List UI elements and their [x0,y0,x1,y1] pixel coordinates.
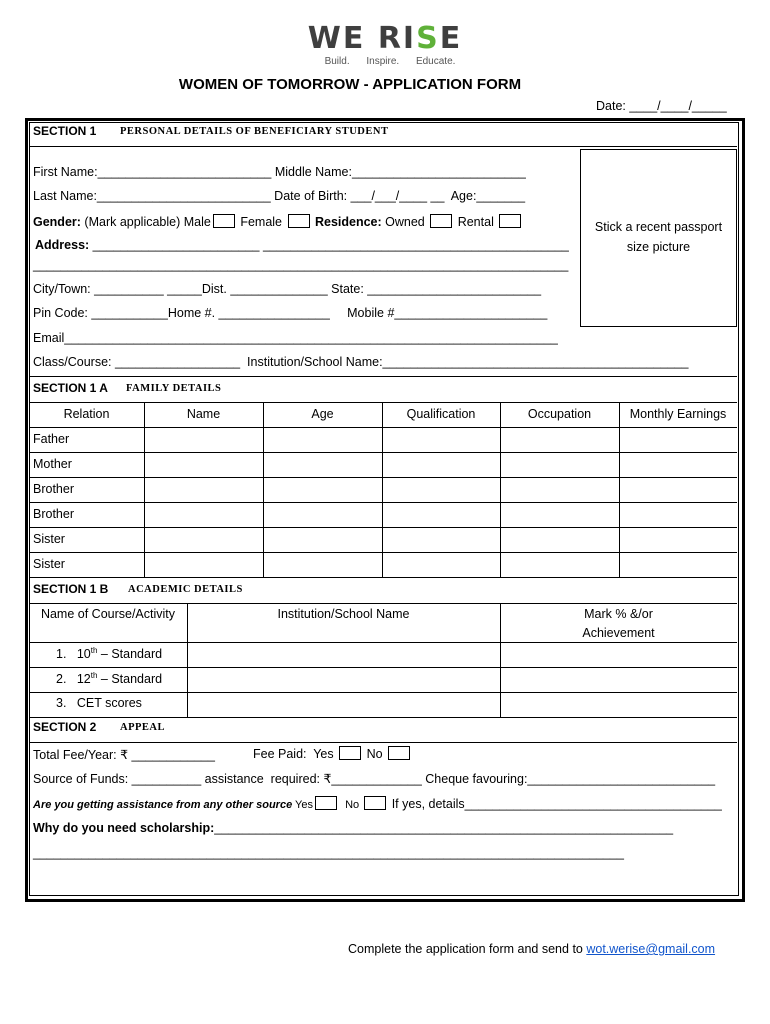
header-course: Name of Course/Activity [40,607,176,621]
grid-line [29,552,737,553]
gender-residence-fields: Gender: (Mark applicable) Male Female Residence: Owned Rental [33,214,523,229]
logo-wordmark: WE RISE [307,21,463,56]
fee-paid-no-checkbox[interactable] [388,746,410,760]
address-line-2[interactable]: _____________________________________________________________________________ [33,258,569,272]
header-monthly-earnings: Monthly Earnings [629,407,727,421]
male-checkbox[interactable] [213,214,235,228]
address-field[interactable]: Address: ________________________ ____________________________________________ [35,238,569,252]
divider [29,376,737,377]
why-scholarship-line-2[interactable]: _____________________________________________________________________________________ [33,846,624,860]
fee-paid-yes-checkbox[interactable] [339,746,361,760]
footer-note: Complete the application form and send to wot.werise@gmail.com [348,942,716,956]
grid-line [29,692,737,693]
pin-phone-fields[interactable]: Pin Code: ___________Home #. ________________ Mobile #______________________ [33,306,548,320]
grid-line [619,402,620,577]
grid-line [29,477,737,478]
name-fields[interactable]: First Name:_________________________ Middle Name:_________________________ [33,165,526,179]
divider [29,402,737,403]
row-relation: Father [33,432,70,446]
assist-no-checkbox[interactable] [364,796,386,810]
header-relation: Relation [63,407,110,421]
photo-instruction: Stick a recent passport size picture [594,220,723,254]
female-checkbox[interactable] [288,214,310,228]
logo [0,22,770,67]
photo-box [580,149,737,327]
grid-line [29,502,737,503]
header-occupation: Occupation [527,407,592,421]
section-1a-title: FAMILY DETAILS [126,383,222,394]
section-1b-label: SECTION 1 B [33,582,109,596]
email-field[interactable]: Email_______________________________________________________________________ [33,331,558,345]
rental-checkbox[interactable] [499,214,521,228]
divider [29,146,737,147]
header-institution: Institution/School Name [277,607,410,621]
header-age: Age [311,407,334,421]
lastname-dob-fields[interactable]: Last Name:_________________________ Date of Birth: ___/___/____ __ Age:_______ [33,189,526,203]
grid-line [263,402,264,577]
grid-line [29,717,737,718]
form-title: WOMEN OF TOMORROW - APPLICATION FORM [178,76,522,93]
academic-row: 2. 12th – Standard [56,671,163,687]
grid-line [29,527,737,528]
section-1-label: SECTION 1 [33,124,97,138]
academic-row: 1. 10th – Standard [56,646,163,662]
row-relation: Sister [33,532,65,546]
row-relation: Mother [33,457,72,471]
divider [29,603,737,604]
header-achievement: Achievement [582,626,655,640]
class-institution-fields[interactable]: Class/Course: __________________ Institution/School Name:____________________________________________ [33,355,689,369]
grid-line [29,577,737,578]
fee-field[interactable]: Total Fee/Year: ₹ ____________ [33,748,215,762]
section-2-title: APPEAL [120,722,165,733]
row-relation: Brother [33,482,74,496]
logo-tagline: Build. Inspire. Educate. [324,56,456,67]
grid-line [29,452,737,453]
section-1-title: PERSONAL DETAILS OF BENEFICIARY STUDENT [120,126,389,137]
why-scholarship-field[interactable]: Why do you need scholarship:__________________________________________________________________ [33,821,674,835]
grid-line [382,402,383,577]
section-1b-title: ACADEMIC DETAILS [128,584,243,595]
other-assistance-field: Are you getting assistance from any other source Yes No If yes, details_____________________________________ [33,797,722,811]
source-funds-field[interactable]: Source of Funds: __________ assistance required: ₹_____________ Cheque favouring:___________________________ [33,772,716,786]
city-fields[interactable]: City/Town: __________ _____Dist. ______________ State: _________________________ [33,282,542,296]
section-1a-label: SECTION 1 A [33,381,108,395]
contact-email-link[interactable]: wot.werise@gmail.com [586,942,716,956]
grid-line [500,402,501,577]
header-qualification: Qualification [406,407,476,421]
academic-row: 3. CET scores [56,696,142,710]
owned-checkbox[interactable] [430,214,452,228]
grid-line [144,402,145,577]
date-field[interactable]: Date: ____/____/_____ [596,99,727,113]
grid-line [29,427,737,428]
divider [29,742,737,743]
fee-paid-field: Fee Paid: Yes No [253,746,412,761]
section-2-label: SECTION 2 [33,720,97,734]
assist-yes-checkbox[interactable] [315,796,337,810]
grid-line [29,667,737,668]
header-name: Name [186,407,221,421]
row-relation: Sister [33,557,65,571]
header-mark: Mark % &/or [584,607,653,621]
row-relation: Brother [33,507,74,521]
grid-line [29,642,737,643]
